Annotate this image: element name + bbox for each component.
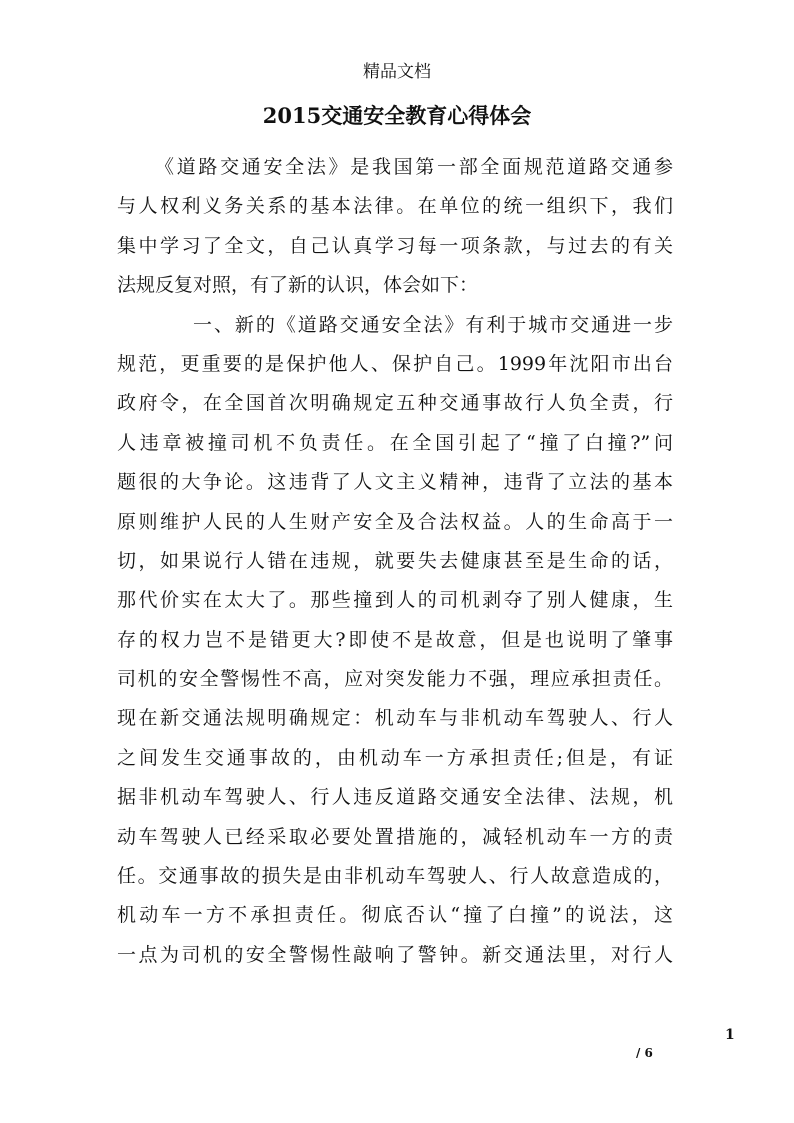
document-title: 2015交通安全教育心得体会 (262, 103, 532, 128)
paragraph-2-line: 司机的安全警惕性不高，应对突发能力不强，理应承担责任。 (117, 668, 673, 691)
paragraph-2-line: 现在新交通法规明确规定：机动车与非机动车驾驶人、行人 (117, 707, 673, 730)
document-header: 精品文档 (363, 62, 431, 82)
paragraph-2-line: 存的权力岂不是错更大?即使不是故意，但是也说明了肇事 (117, 628, 673, 651)
paragraph-2-line: 原则维护人民的人生财产安全及合法权益。人的生命高于一 (117, 510, 673, 533)
paragraph-2-line: 之间发生交通事故的，由机动车一方承担责任;但是，有证 (117, 746, 673, 769)
paragraph-1-line: 法规反复对照，有了新的认识，体会如下： (117, 274, 479, 297)
paragraph-1-line: 《道路交通安全法》是我国第一部全面规范道路交通参 (155, 156, 673, 178)
paragraph-2-line: 切，如果说行人错在违规，就要失去健康甚至是生命的话， (117, 549, 673, 572)
page-number: 1 (725, 1027, 735, 1043)
paragraph-1-line: 集中学习了全文，自己认真学习每一项条款，与过去的有关 (117, 234, 673, 257)
paragraph-2-line: 政府令，在全国首次明确规定五种交通事故行人负全责，行 (117, 392, 673, 415)
paragraph-2-line: 机动车一方不承担责任。彻底否认“撞了白撞”的说法，这 (117, 904, 673, 927)
paragraph-2-line: 那代价实在太大了。那些撞到人的司机剥夺了别人健康，生 (117, 589, 673, 612)
paragraph-2-line: 题很的大争论。这违背了人文主义精神，违背了立法的基本 (117, 471, 673, 494)
paragraph-2-line: 人违章被撞司机不负责任。在全国引起了“撞了白撞?”问 (117, 431, 673, 454)
paragraph-2-line: 任。交通事故的损失是由非机动车驾驶人、行人故意造成的， (117, 865, 673, 888)
paragraph-1-line: 与人权利义务关系的基本法律。在单位的统一组织下，我们 (117, 195, 673, 218)
document-body (117, 148, 673, 975)
paragraph-2-line: 动车驾驶人已经采取必要处置措施的，减轻机动车一方的责 (117, 825, 673, 848)
page-total: / 6 (636, 1046, 653, 1060)
paragraph-2-line: 据非机动车驾驶人、行人违反道路交通安全法律、法规，机 (117, 786, 673, 809)
paragraph-2-line: 规范，更重要的是保护他人、保护自己。1999年沈阳市出台 (117, 352, 673, 375)
paragraph-2-line: 一、新的《道路交通安全法》有利于城市交通进一步 (193, 313, 673, 336)
paragraph-2-line: 一点为司机的安全警惕性敲响了警钟。新交通法里，对行人 (117, 943, 673, 966)
